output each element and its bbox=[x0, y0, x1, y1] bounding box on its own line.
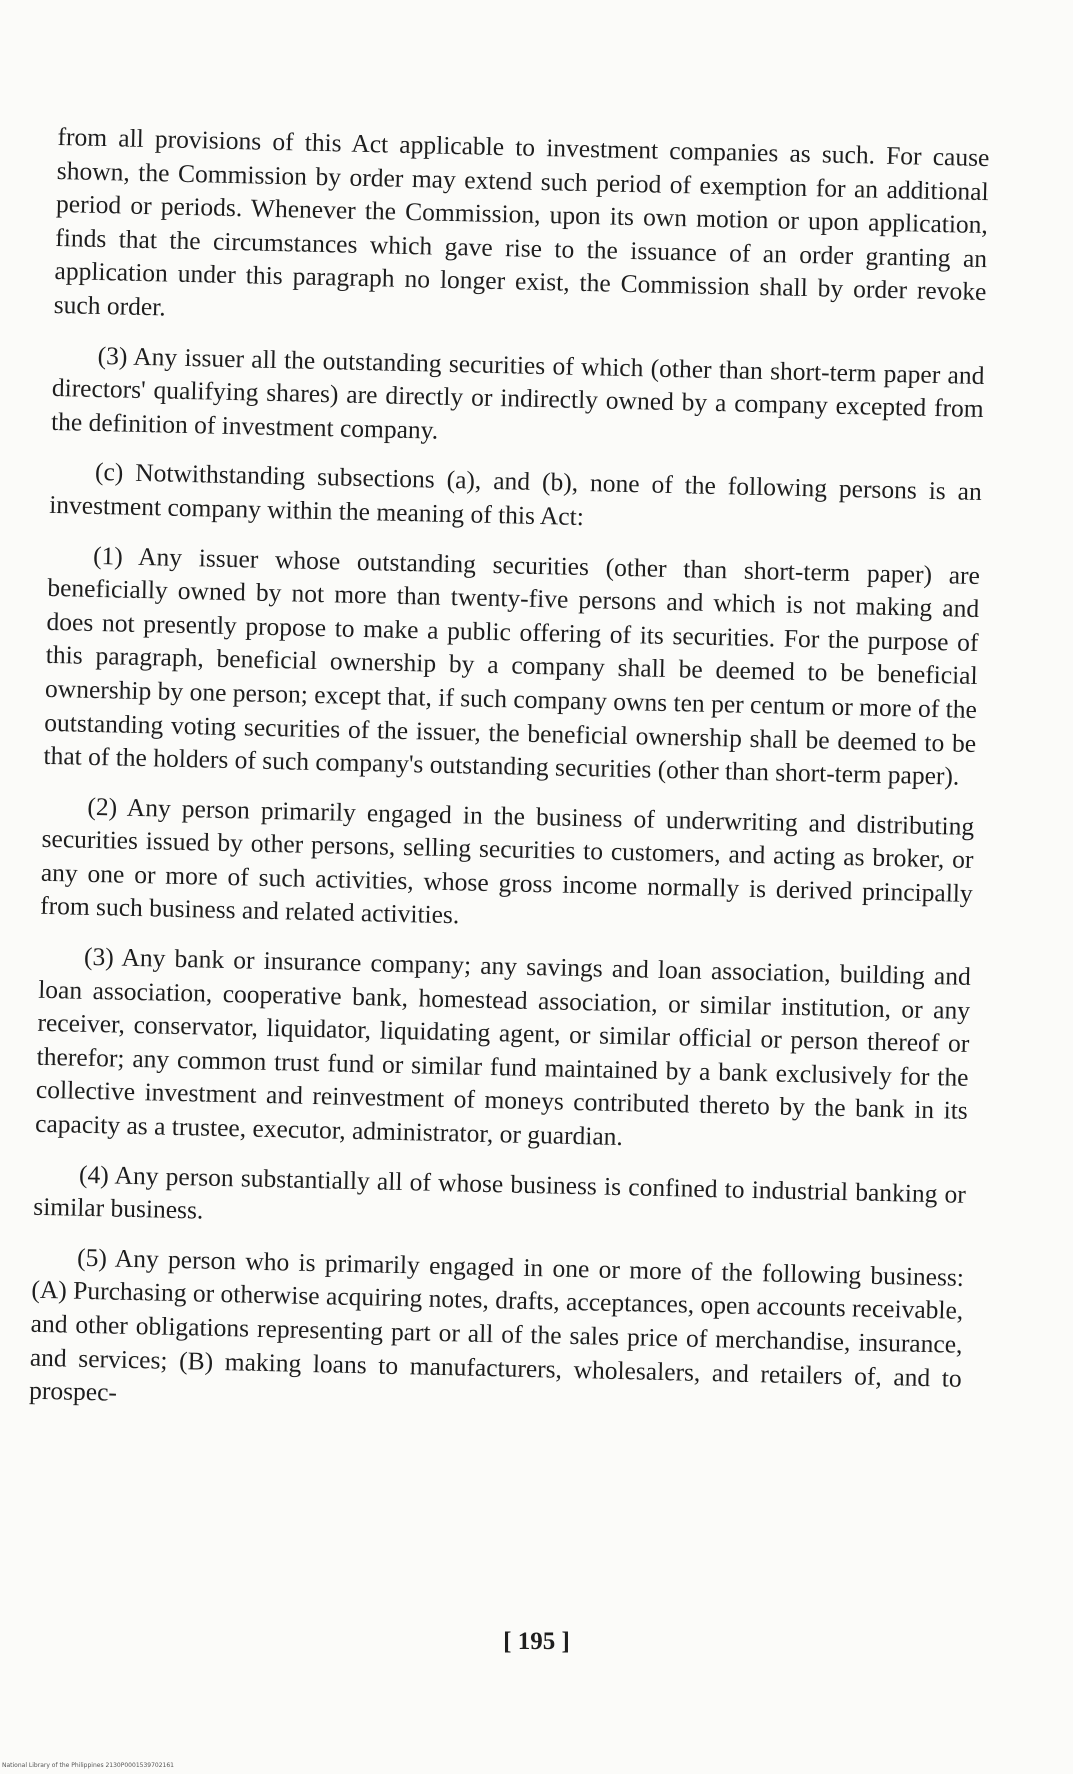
paragraph-item-4: (4) Any person substantially all of whose business is confined to industrial banking or similar business. bbox=[33, 1159, 967, 1225]
paragraph-continuation: from all provisions of this Act applicable to investment companies as such. For cause shown, the Commission by order may extend such period of exemption for an additional period or periods. Whenever the Commission, upon its own motion or upon application, finds that the circumstances which gave rise to the issuance of an order granting an application under this paragraph no longer exist, the Commission shall by order revoke such order. bbox=[53, 121, 990, 322]
page-number: [ 195 ] bbox=[503, 1628, 570, 1655]
paragraph-subsection-c: (c) Notwithstanding subsections (a), and (b), none of the following persons is an investment company within the meaning of this Act: bbox=[48, 457, 983, 531]
paragraph-item-3-issuer: (3) Any issuer all the outstanding securities of which (other than short-term paper and directors' qualifying shares) are directly or indirectly owned by a company excepted from the definition of investment company. bbox=[50, 340, 985, 445]
paragraph-item-2: (2) Any person primarily engaged in the business of underwriting and distributing securities issued by other persons, selling securities to customers, and acting as broker, or any one or more of such activities, whose gross income normally is derived principally from such business and related activities. bbox=[39, 791, 975, 930]
paragraph-item-1: (1) Any issuer whose outstanding securities (other than short-term paper) are beneficially owned by not more than twenty-five persons and which is not making and does not presently propose to make a public offering of its securities. For the purpose of this paragraph, beneficial ownership by a company shall be deemed to be beneficial ownership by one person; except that, if such company owns ten per centum or more of the outstanding voting securities of the issuer, the beneficial ownership shall be deemed to be that of the holders of such company's outstanding securities (other than short-term paper). bbox=[43, 540, 981, 791]
body-text bbox=[28, 120, 989, 1445]
library-stamp: National Library of the Philippines 2130P0001539702161 bbox=[2, 1762, 174, 1769]
paragraph-item-3-bank: (3) Any bank or insurance company; any savings and loan association, building and loan association, cooperative bank, homestead association, or similar institution, or any receiver, conservator, liquidator, liquidating agent, or similar official or person thereof or therefor; any common trust fund or similar fund maintained by a bank exclusively for the collective investment and reinvestment of moneys contributed thereto by the bank in its capacity as a trustee, executor, administrator, or guardian. bbox=[34, 941, 972, 1152]
paragraph-item-5: (5) Any person who is primarily engaged in one or more of the following business: (A) Purchasing or otherwise acquiring notes, drafts, acceptances, open accounts receivable, and other obligations representing part or all of the sales price of merchandise, insurance, and services; (B) making loans to manufacturers, wholesalers, and retailers of, and to prospec- bbox=[28, 1242, 965, 1407]
